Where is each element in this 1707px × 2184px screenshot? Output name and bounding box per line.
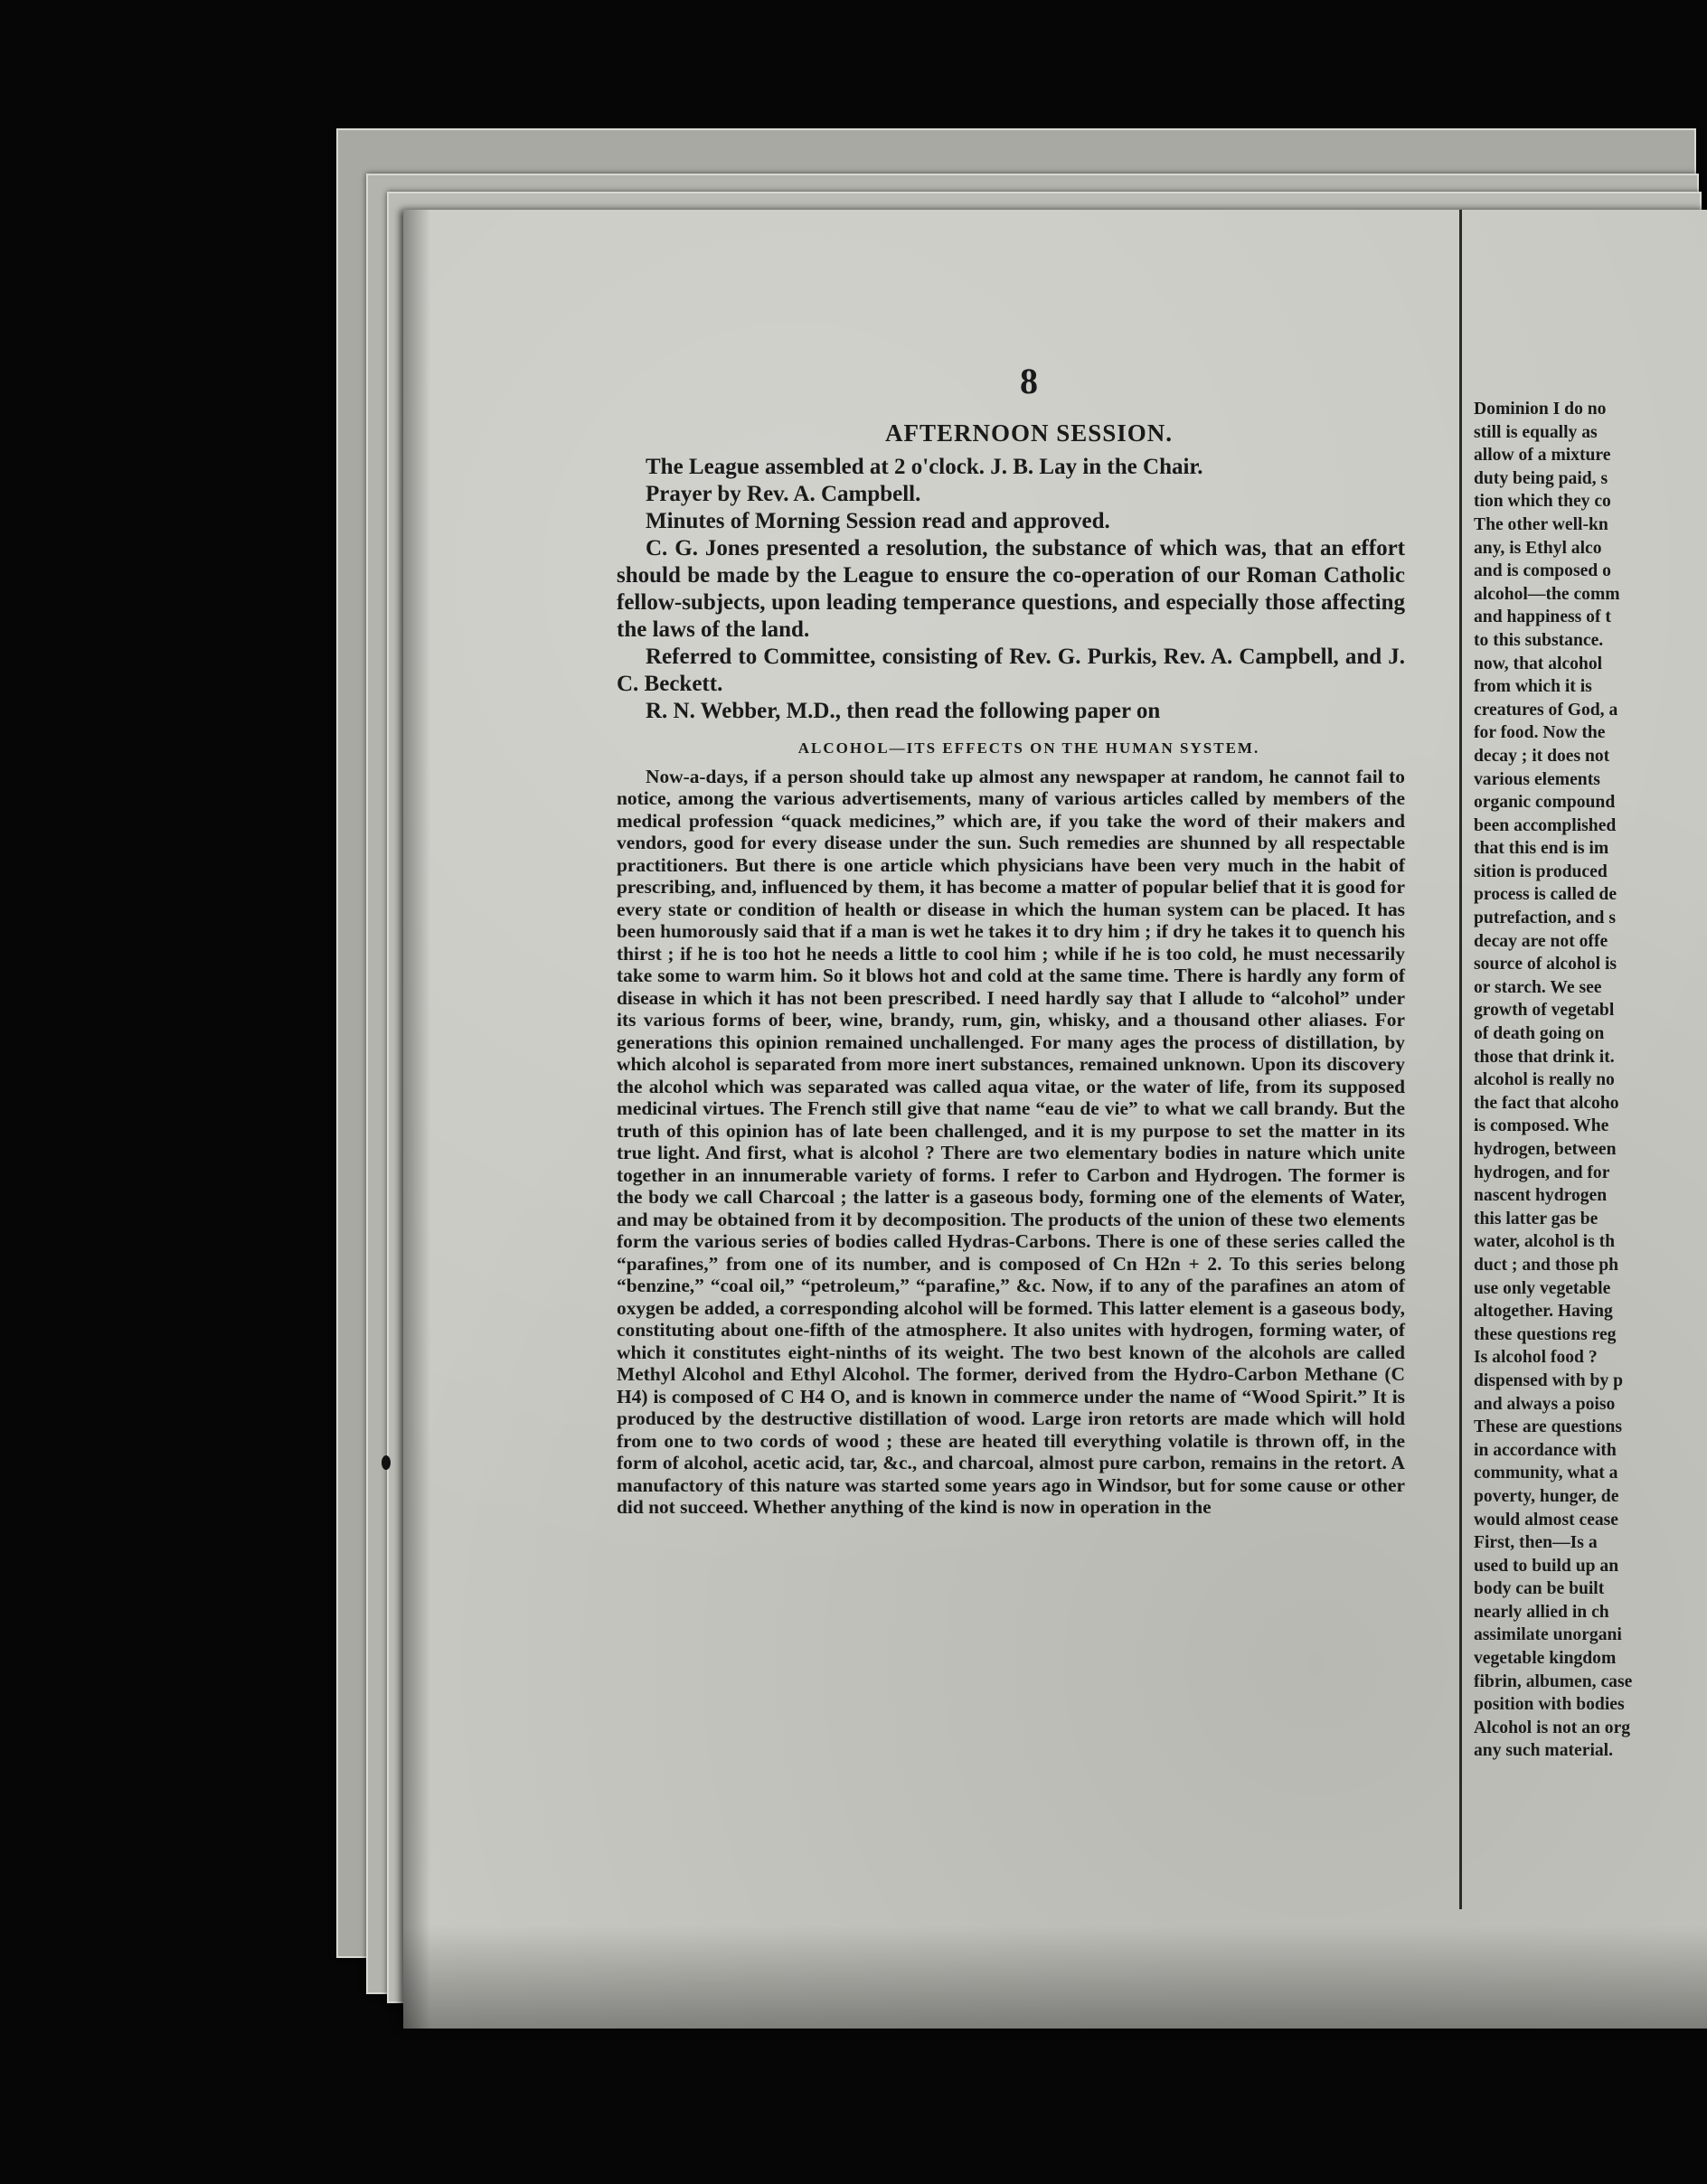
next-page-line: still is equally as bbox=[1474, 422, 1598, 442]
next-page-line: for food. Now the bbox=[1474, 723, 1606, 743]
ink-spot bbox=[382, 1455, 391, 1470]
next-page-line: would almost cease bbox=[1474, 1510, 1619, 1530]
next-page-line: nearly allied in ch bbox=[1474, 1602, 1609, 1622]
next-page-line: now, that alcohol bbox=[1474, 654, 1603, 673]
next-page-line: position with bodies bbox=[1474, 1695, 1625, 1715]
next-page-line: Dominion I do no bbox=[1474, 400, 1607, 419]
session-heading: AFTERNOON SESSION. bbox=[884, 419, 1174, 447]
minutes-paragraph: Minutes of Morning Session read and approved. bbox=[646, 509, 1110, 533]
minutes-paragraph: Prayer by Rev. A. Campbell. bbox=[646, 482, 921, 506]
paper-title: ALCOHOL—ITS EFFECTS ON THE HUMAN SYSTEM. bbox=[797, 739, 1260, 757]
page-edge-shadow bbox=[403, 210, 430, 2029]
next-page-line: is composed. Whe bbox=[1474, 1116, 1609, 1136]
next-page-line: and happiness of t bbox=[1474, 607, 1611, 627]
next-page-line: those that drink it. bbox=[1474, 1047, 1615, 1067]
column-rule bbox=[1459, 210, 1462, 1909]
next-page-line: alcohol is really no bbox=[1474, 1070, 1615, 1090]
session-minutes bbox=[617, 454, 1405, 725]
next-page-line: Alcohol is not an org bbox=[1474, 1718, 1631, 1737]
next-page-line: assimilate unorgani bbox=[1474, 1625, 1622, 1645]
next-page-line: and is composed o bbox=[1474, 561, 1611, 581]
main-text-column bbox=[617, 362, 1405, 1519]
next-page-line: process is called de bbox=[1474, 885, 1617, 905]
next-page-line: The other well-kn bbox=[1474, 514, 1608, 534]
next-page-line: these questions reg bbox=[1474, 1324, 1617, 1344]
next-page-line: allow of a mixture bbox=[1474, 446, 1611, 466]
minutes-paragraph: R. N. Webber, M.D., then read the following paper on bbox=[646, 699, 1161, 723]
minutes-paragraph: The League assembled at 2 o'clock. J. B. Lay in the Chair. bbox=[646, 455, 1203, 479]
next-page-line: alcohol—the comm bbox=[1474, 584, 1620, 604]
next-page-line: sition is produced bbox=[1474, 861, 1608, 881]
next-page-line: in accordance with bbox=[1474, 1440, 1617, 1460]
next-page-line: any, is Ethyl alco bbox=[1474, 538, 1602, 558]
page-number: 8 bbox=[1020, 361, 1038, 401]
next-page-line: water, alcohol is th bbox=[1474, 1232, 1616, 1252]
minutes-paragraph: Referred to Committee, consisting of Rev. G. Purkis, Rev. A. Campbell, and J. C. Beckett. bbox=[617, 645, 1405, 696]
next-page-column-clip bbox=[1474, 398, 1707, 1808]
next-page-column bbox=[1474, 398, 1707, 1763]
next-page-line: the fact that alcoho bbox=[1474, 1093, 1619, 1113]
next-page-line: of death going on bbox=[1474, 1024, 1605, 1044]
next-page-line: any such material. bbox=[1474, 1741, 1614, 1761]
next-page-line: hydrogen, between bbox=[1474, 1140, 1617, 1159]
next-page-line: various elements bbox=[1474, 769, 1600, 789]
next-page-line: use only vegetable bbox=[1474, 1278, 1611, 1298]
paper-body: Now-a-days, if a person should take up almost any newspaper at random, he cannot fail to notice, among the various advertisements, many of various articles called by members of the medical profession “quack medicines,” which are, if you take the word of their makers and vendors, good for every disease under the sun. Such remedies are shunned by all respectable practitioners. But there is one article which physicians have been very much in the habit of prescribing, and, influenced by them, it has become a matter of popular belief that it is good for every state or condition of health or disease in which the human system can be placed. It has been humorously said that if a man is wet he takes it to dry him ; if dry he takes it to quench his thirst ; if he is too hot he needs a little to cool him ; while if he is too cold, he must necessarily take some to warm him. So it blows hot and cold at the same time. There is hardly any form of disease in which it has not been prescribed. I need hardly say that I allude to “alcohol” under its various forms of beer, wine, brandy, rum, gin, whisky, and a thousand other aliases. For generations this opinion remained unchallenged. For many ages the process of distillation, by which alcohol is separated from more inert substances, remained unknown. Upon its discovery the alcohol which was separated was called aqua vitae, or the water of life, from its supposed medicinal virtues. The French still give that name “eau de vie” to what we call brandy. But the truth of this opinion has of late been challenged, and it is my purpose to set the matter in its true light. And first, what is alcohol ? There are two elementary bodies in nature which unite together in an innumerable variety of forms. I refer to Carbon and Hydrogen. The former is the body we call Charcoal ; the latter is a gaseous body, forming one of the elements of Water, and may be obtained from it by decomposition. The products of the union of these two elements form the various series of bodies called Hydras-Carbons. There is one of these series called the “parafines,” from one of its number, and is composed of Cn H2n + 2. To this series belong “benzine,” “coal oil,” “petroleum,” “parafine,” &c. Now, if to any of the parafines an atom of oxygen be added, a corresponding alcohol will be formed. This latter element is a gaseous body, constituting about one-fifth of the atmosphere. It also unites with hydrogen, forming water, of which it constitutes eight-ninths of its weight. The two best known of the alcohols are called Methyl Alcohol and Ethyl Alcohol. The former, derived from the Hydro-Carbon Methane (C H4) is composed of C H4 O, and is known in commerce under the name of “Wood Spirit.” It is produced by the destructive distillation of wood. Large iron retorts are made which will hold from one to two cords of wood ; these are heated till everything volatile is thrown off, in the form of alcohol, acetic acid, tar, &c., and charcoal, almost pure carbon, remains in the retort. A manufactory of this nature was started some years ago in Windsor, but for some cause or other did not succeed. Whether anything of the kind is now in operation in the bbox=[617, 765, 1405, 1518]
next-page-line: tion which they co bbox=[1474, 492, 1611, 512]
next-page-line: to this substance. bbox=[1474, 630, 1604, 650]
page-bottom-shade bbox=[403, 1925, 1707, 2029]
next-page-line: putrefaction, and s bbox=[1474, 908, 1616, 928]
next-page-line: source of alcohol is bbox=[1474, 955, 1617, 974]
next-page-line: this latter gas be bbox=[1474, 1209, 1599, 1228]
next-page-line: creatures of God, a bbox=[1474, 700, 1618, 720]
next-page-line: dispensed with by p bbox=[1474, 1370, 1623, 1390]
next-page-line: decay are not offe bbox=[1474, 931, 1608, 951]
next-page-line: Is alcohol food ? bbox=[1474, 1348, 1598, 1368]
next-page-line: or starch. We see bbox=[1474, 977, 1602, 997]
next-page-line: decay ; it does not bbox=[1474, 746, 1610, 766]
next-page-line: vegetable kingdom bbox=[1474, 1649, 1617, 1669]
next-page-line: duty being paid, s bbox=[1474, 468, 1608, 488]
next-page-line: community, what a bbox=[1474, 1464, 1618, 1483]
next-page-line: fibrin, albumen, case bbox=[1474, 1671, 1633, 1691]
next-page-line: and always a poiso bbox=[1474, 1394, 1616, 1414]
next-page-line: organic compound bbox=[1474, 793, 1616, 813]
next-page-line: body can be built bbox=[1474, 1579, 1605, 1599]
next-page-line: poverty, hunger, de bbox=[1474, 1486, 1619, 1506]
next-page-line: growth of vegetabl bbox=[1474, 1001, 1615, 1021]
next-page-line: been accomplished bbox=[1474, 815, 1617, 835]
next-page-line: duct ; and those ph bbox=[1474, 1255, 1619, 1275]
next-page-line: hydrogen, and for bbox=[1474, 1163, 1610, 1182]
next-page-line: These are questions bbox=[1474, 1417, 1623, 1437]
next-page-line: nascent hydrogen bbox=[1474, 1186, 1608, 1206]
minutes-paragraph: C. G. Jones presented a resolution, the substance of which was, that an effort should be made by the League to ensure the co-operation of our Roman Catholic fellow-subjects, upon leading temperance questions, and especially those affecting the laws of the land. bbox=[617, 536, 1405, 642]
next-page-line: that this end is im bbox=[1474, 839, 1609, 859]
next-page-line: used to build up an bbox=[1474, 1556, 1619, 1576]
next-page-line: altogether. Having bbox=[1474, 1302, 1613, 1322]
next-page-line: from which it is bbox=[1474, 677, 1592, 697]
next-page-line: First, then—Is a bbox=[1474, 1533, 1598, 1553]
